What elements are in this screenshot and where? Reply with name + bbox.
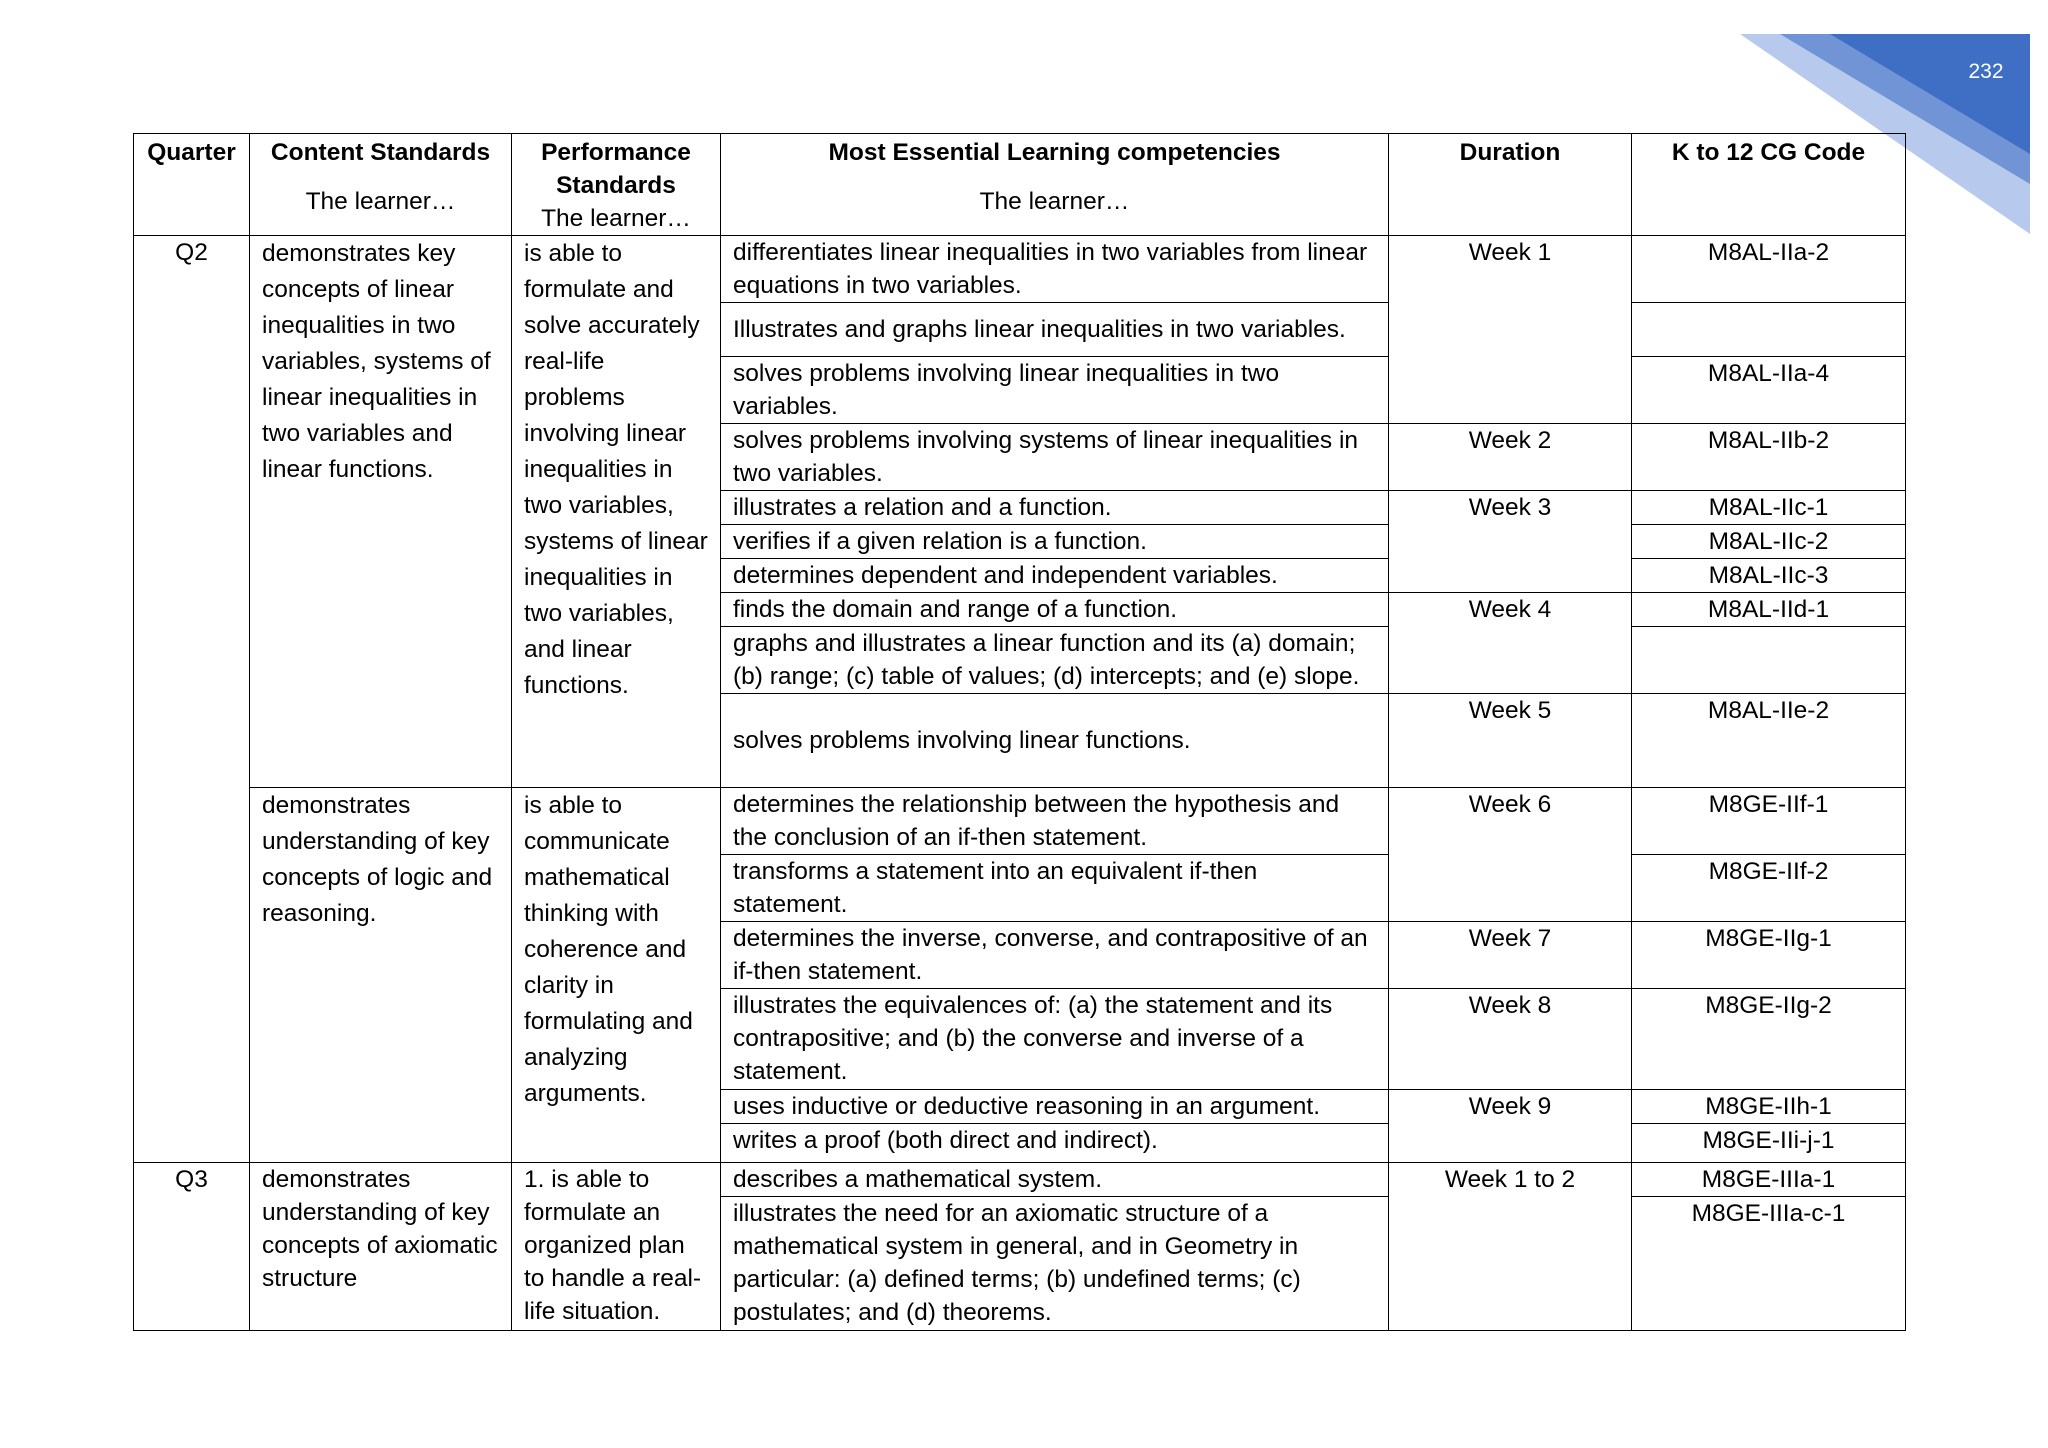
- melc-cell: solves problems involving linear functions.: [721, 694, 1389, 788]
- melc-cell: illustrates the equivalences of: (a) the statement and its contrapositive; and (b) the converse and inverse of a statement.: [721, 989, 1389, 1090]
- curriculum-table: [133, 133, 1906, 1331]
- duration-cell: Week 1: [1389, 236, 1632, 424]
- table-row: [134, 788, 1906, 855]
- melc-cell: illustrates the need for an axiomatic structure of a mathematical system in general, and in Geometry in particular: (a) defined terms; (b) undefined terms; (c) postulates; and (d) theorems.: [721, 1197, 1389, 1331]
- melc-cell: determines dependent and independent variables.: [721, 559, 1389, 593]
- code-cell: M8AL-IIc-1: [1632, 491, 1906, 525]
- code-cell: M8GE-IIh-1: [1632, 1090, 1906, 1124]
- content-standard-cell: demonstrates understanding of key concepts of logic and reasoning.: [250, 788, 512, 1163]
- header-quarter: Quarter: [134, 134, 250, 236]
- header-duration: Duration: [1389, 134, 1632, 236]
- table-row: [134, 1163, 1906, 1197]
- duration-cell: Week 8: [1389, 989, 1632, 1090]
- quarter-cell: Q2: [134, 236, 250, 1163]
- duration-cell: Week 3: [1389, 491, 1632, 593]
- melc-cell: Illustrates and graphs linear inequalities in two variables.: [721, 303, 1389, 357]
- code-cell: M8AL-IIe-2: [1632, 694, 1906, 788]
- code-cell: M8AL-IIa-2: [1632, 236, 1906, 303]
- code-cell: M8GE-IIg-2: [1632, 989, 1906, 1090]
- code-cell: M8GE-IIIa-c-1: [1632, 1197, 1906, 1331]
- page-number: 232: [1968, 60, 2004, 83]
- melc-cell: illustrates a relation and a function.: [721, 491, 1389, 525]
- header-melc: Most Essential Learning competencies The learner…: [721, 134, 1389, 236]
- duration-cell: Week 2: [1389, 424, 1632, 491]
- melc-cell: differentiates linear inequalities in two variables from linear equations in two variables.: [721, 236, 1389, 303]
- melc-cell: uses inductive or deductive reasoning in an argument.: [721, 1090, 1389, 1124]
- header-content-standards: Content Standards The learner…: [250, 134, 512, 236]
- code-cell: M8GE-IIIa-1: [1632, 1163, 1906, 1197]
- code-cell: M8AL-IId-1: [1632, 593, 1906, 627]
- melc-cell: solves problems involving linear inequalities in two variables.: [721, 357, 1389, 424]
- duration-cell: Week 7: [1389, 922, 1632, 989]
- content-standard-cell: demonstrates understanding of key concepts of axiomatic structure: [250, 1163, 512, 1331]
- content-standard-cell: demonstrates key concepts of linear inequalities in two variables, systems of linear inequalities in two variables and linear functions.: [250, 236, 512, 788]
- table-row: [134, 236, 1906, 303]
- header-cg-code: K to 12 CG Code: [1632, 134, 1906, 236]
- melc-cell: determines the relationship between the hypothesis and the conclusion of an if-then statement.: [721, 788, 1389, 855]
- code-cell: M8AL-IIa-4: [1632, 357, 1906, 424]
- header-row: [134, 134, 1906, 236]
- melc-cell: describes a mathematical system.: [721, 1163, 1389, 1197]
- duration-cell: Week 6: [1389, 788, 1632, 922]
- duration-cell: Week 4: [1389, 593, 1632, 694]
- code-cell: M8GE-IIg-1: [1632, 922, 1906, 989]
- duration-cell: Week 5: [1389, 694, 1632, 788]
- code-cell: [1632, 303, 1906, 357]
- performance-standard-cell: is able to formulate and solve accurately real-life problems involving linear inequalities in two variables, systems of linear inequalities in two variables, and linear functions.: [512, 236, 721, 788]
- quarter-cell: Q3: [134, 1163, 250, 1331]
- code-cell: M8GE-IIi-j-1: [1632, 1124, 1906, 1163]
- melc-cell: verifies if a given relation is a function.: [721, 525, 1389, 559]
- duration-cell: Week 9: [1389, 1090, 1632, 1163]
- melc-cell: writes a proof (both direct and indirect).: [721, 1124, 1389, 1163]
- header-performance-standards: Performance Standards The learner…: [512, 134, 721, 236]
- performance-standard-cell: 1. is able to formulate an organized plan to handle a real-life situation.: [512, 1163, 721, 1331]
- melc-cell: determines the inverse, converse, and contrapositive of an if-then statement.: [721, 922, 1389, 989]
- code-cell: M8AL-IIb-2: [1632, 424, 1906, 491]
- code-cell: M8GE-IIf-1: [1632, 788, 1906, 855]
- code-cell: [1632, 627, 1906, 694]
- code-cell: M8AL-IIc-2: [1632, 525, 1906, 559]
- melc-cell: graphs and illustrates a linear function and its (a) domain; (b) range; (c) table of values; (d) intercepts; and (e) slope.: [721, 627, 1389, 694]
- melc-cell: finds the domain and range of a function.: [721, 593, 1389, 627]
- code-cell: M8AL-IIc-3: [1632, 559, 1906, 593]
- melc-cell: solves problems involving systems of linear inequalities in two variables.: [721, 424, 1389, 491]
- performance-standard-cell: is able to communicate mathematical thinking with coherence and clarity in formulating and analyzing arguments.: [512, 788, 721, 1163]
- duration-cell: Week 1 to 2: [1389, 1163, 1632, 1331]
- melc-cell: transforms a statement into an equivalent if-then statement.: [721, 855, 1389, 922]
- code-cell: M8GE-IIf-2: [1632, 855, 1906, 922]
